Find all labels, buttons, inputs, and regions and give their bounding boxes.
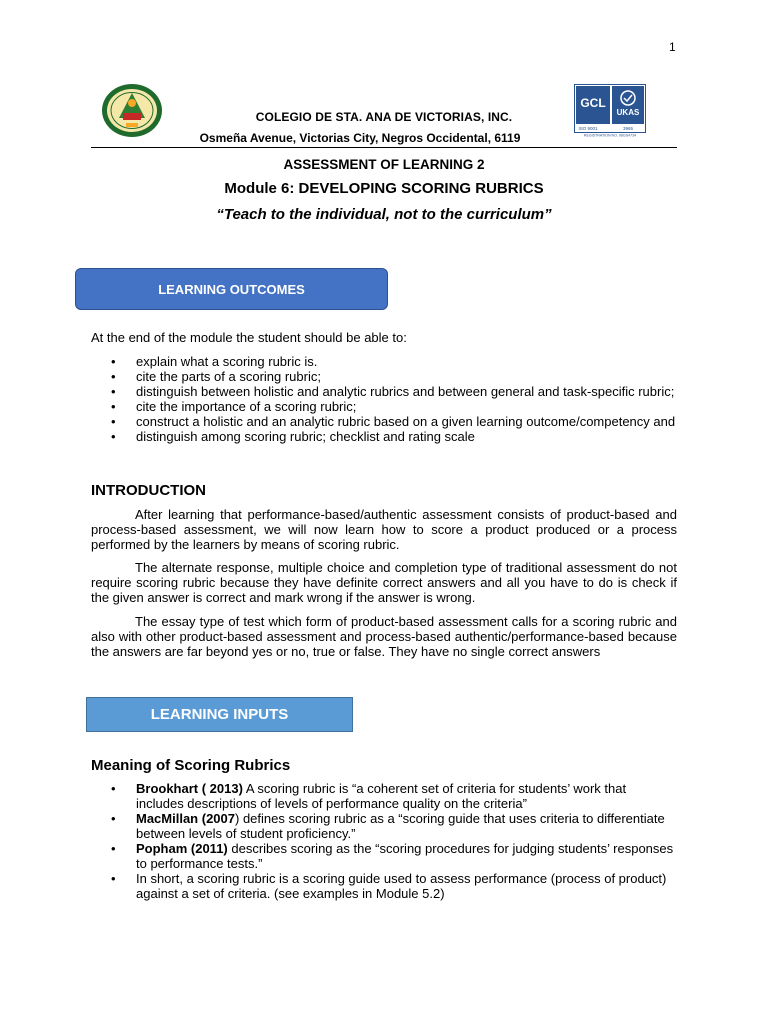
list-item: • distinguish among scoring rubric; checklist and rating scale [111,429,475,444]
list-item: • construct a holistic and an analytic rubric based on a given learning outcome/competency and [111,414,676,429]
bullet-icon: • [111,354,116,369]
bullet-icon: • [111,414,116,429]
bullet-icon: • [111,781,116,796]
intro-paragraph: The alternate response, multiple choice and completion type of traditional assessment do not require scoring rubric because they have definite correct answers and all you have to do is check if the given answer is correct and mark wrong if the answer is wrong. [91,560,677,605]
module-quote: “Teach to the individual, not to the curriculum” [216,206,552,223]
meaning-list [91,781,677,901]
page-number: 1 [669,40,676,54]
meaning-heading: Meaning of Scoring Rubrics [91,757,291,774]
list-item: • distinguish between holistic and analytic rubrics and between general and task-specific rubric; [111,384,675,399]
ukas-text: UKAS [616,108,640,117]
citation-source: Popham (2011) [136,841,228,856]
school-name: COLEGIO DE STA. ANA DE VICTORIAS, INC. [255,110,513,124]
list-item [91,811,677,841]
intro-paragraph: After learning that performance-based/authentic assessment consists of product-based and process-based assessment, we will now learn how to score a product produced or a process performed by the learners by means of scoring rubric. [91,507,677,552]
iso-text: ISO 9001 [578,126,598,131]
citation-text: A scoring rubric is “a coherent set of criteria for students’ work that includes descriptions of levels of performance quality on the criteria” [136,781,627,811]
gcl-brand-text: GCL [580,96,606,110]
citation-source: MacMillan (2007 [136,811,235,826]
bullet-icon: • [111,429,116,444]
learning-inputs-box [86,697,353,732]
list-item [91,781,677,811]
learning-outcomes-label: LEARNING OUTCOMES [158,281,305,297]
list-item: • cite the importance of a scoring rubric; [111,399,357,414]
bullet-icon: • [111,811,116,826]
registration-text: REGISTRATION NO. 08GS4734 [583,133,637,137]
citation-text: In short, a scoring rubric is a scoring guide used to assess performance (process of product) against a set of criteria. (see examples in Module 5.2) [136,871,667,901]
school-address: Osmeña Avenue, Victorias City, Negros Occidental, 6119 [199,131,521,145]
gcl-ukas-certification-logo [574,84,646,137]
intro-paragraph: The essay type of test which form of product-based assessment calls for a scoring rubric and also with other product-based assessment and process-based authentic/performance-based because the answers are far beyond yes or no, true or false. They have no single correct answers [91,614,677,659]
learning-outcomes-box [75,268,388,310]
citation-source: Brookhart ( 2013) [136,781,243,796]
list-item: • cite the parts of a scoring rubric; [111,369,321,384]
course-title: ASSESSMENT OF LEARNING 2 [283,157,485,172]
bullet-icon: • [111,871,116,886]
list-item [91,841,677,871]
cert-number-text: 3965 [622,126,634,131]
list-item [91,871,677,901]
outcomes-intro: At the end of the module the student should be able to: [91,330,407,345]
citation-text: describes scoring as the “scoring procedures for judging students’ responses to performance tests.” [136,841,674,871]
bullet-icon: • [111,369,116,384]
bullet-icon: • [111,384,116,399]
list-item: • explain what a scoring rubric is. [111,354,318,369]
bullet-icon: • [111,399,116,414]
learning-inputs-label: LEARNING INPUTS [150,706,289,723]
module-title: Module 6: DEVELOPING SCORING RUBRICS [224,180,544,197]
bullet-icon: • [111,841,116,856]
introduction-heading: INTRODUCTION [91,482,206,499]
header-divider [91,147,677,148]
outcomes-list [91,354,677,444]
citation-text: ) defines scoring rubric as a “scoring guide that uses criteria to differentiate between levels of student proficiency.” [136,811,665,841]
